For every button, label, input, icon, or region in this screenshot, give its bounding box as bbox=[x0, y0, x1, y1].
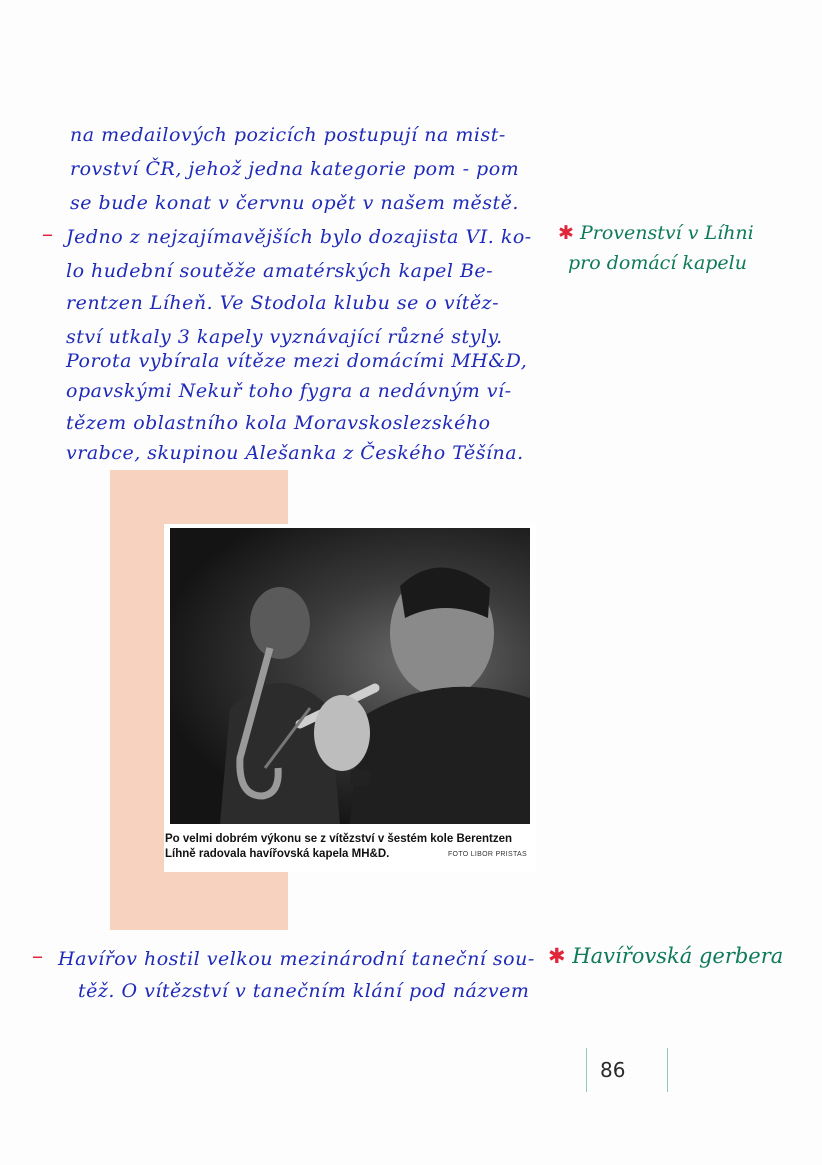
margin-note bbox=[558, 222, 754, 244]
asterisk-icon: ✱ bbox=[558, 222, 574, 244]
text-line: těž. O vítězství v tanečním klání pod názvem bbox=[78, 980, 530, 1002]
caption-line: Líhně radovala havířovská kapela MH&D. bbox=[165, 848, 390, 860]
wristwatch bbox=[350, 770, 370, 786]
text-line: opavskými Nekuř toho fygra a nedávným ví- bbox=[66, 380, 512, 402]
red-dash-marker: – bbox=[32, 944, 44, 969]
singer-hand bbox=[314, 695, 370, 771]
text-line: rentzen Líheň. Ve Stodola klubu se o vítěz- bbox=[66, 292, 500, 314]
page-number: 86 bbox=[600, 1058, 626, 1082]
saxophonist-head bbox=[250, 587, 310, 659]
text-line: lo hudební soutěže amatérských kapel Be- bbox=[66, 260, 494, 282]
text-line: tězem oblastního kola Moravskoslezského bbox=[66, 412, 491, 434]
photo-credit: FOTO LIBOR PRISTAS bbox=[447, 851, 527, 858]
band-photo bbox=[170, 528, 530, 824]
text-line: Havířov hostil velkou mezinárodní taneční sou- bbox=[58, 948, 535, 970]
margin-note bbox=[548, 944, 783, 968]
text-line: Jedno z nejzajímavějších bylo dozajista VI. ko- bbox=[66, 226, 532, 248]
text-line: vrabce, skupinou Alešanka z Českého Těšína. bbox=[66, 442, 524, 464]
singer-body bbox=[350, 687, 530, 824]
margin-note-text: Havířovská gerbera bbox=[572, 944, 784, 968]
margin-note-text: pro domácí kapelu bbox=[568, 252, 747, 274]
page-number-box bbox=[586, 1048, 668, 1092]
red-dash-marker: – bbox=[42, 222, 54, 247]
text-line: rovství ČR, jehož jedna kategorie pom - pom bbox=[70, 158, 520, 180]
text-line: se bude konat v červnu opět v našem městě. bbox=[70, 192, 519, 214]
text-line: ství utkaly 3 kapely vyznávající různé styly. bbox=[66, 326, 503, 348]
margin-note bbox=[568, 252, 747, 274]
asterisk-icon: ✱ bbox=[548, 944, 566, 968]
margin-note-text: Provenství v Líhni bbox=[579, 222, 754, 244]
band-photo-illustration bbox=[170, 528, 530, 824]
text-line: na medailových pozicích postupují na mist- bbox=[70, 124, 506, 146]
photo-caption bbox=[165, 832, 535, 862]
text-line: Porota vybírala vítěze mezi domácími MH&D, bbox=[66, 350, 528, 372]
caption-line: Po velmi dobrém výkonu se z vítězství v šestém kole Berentzen bbox=[165, 833, 513, 845]
